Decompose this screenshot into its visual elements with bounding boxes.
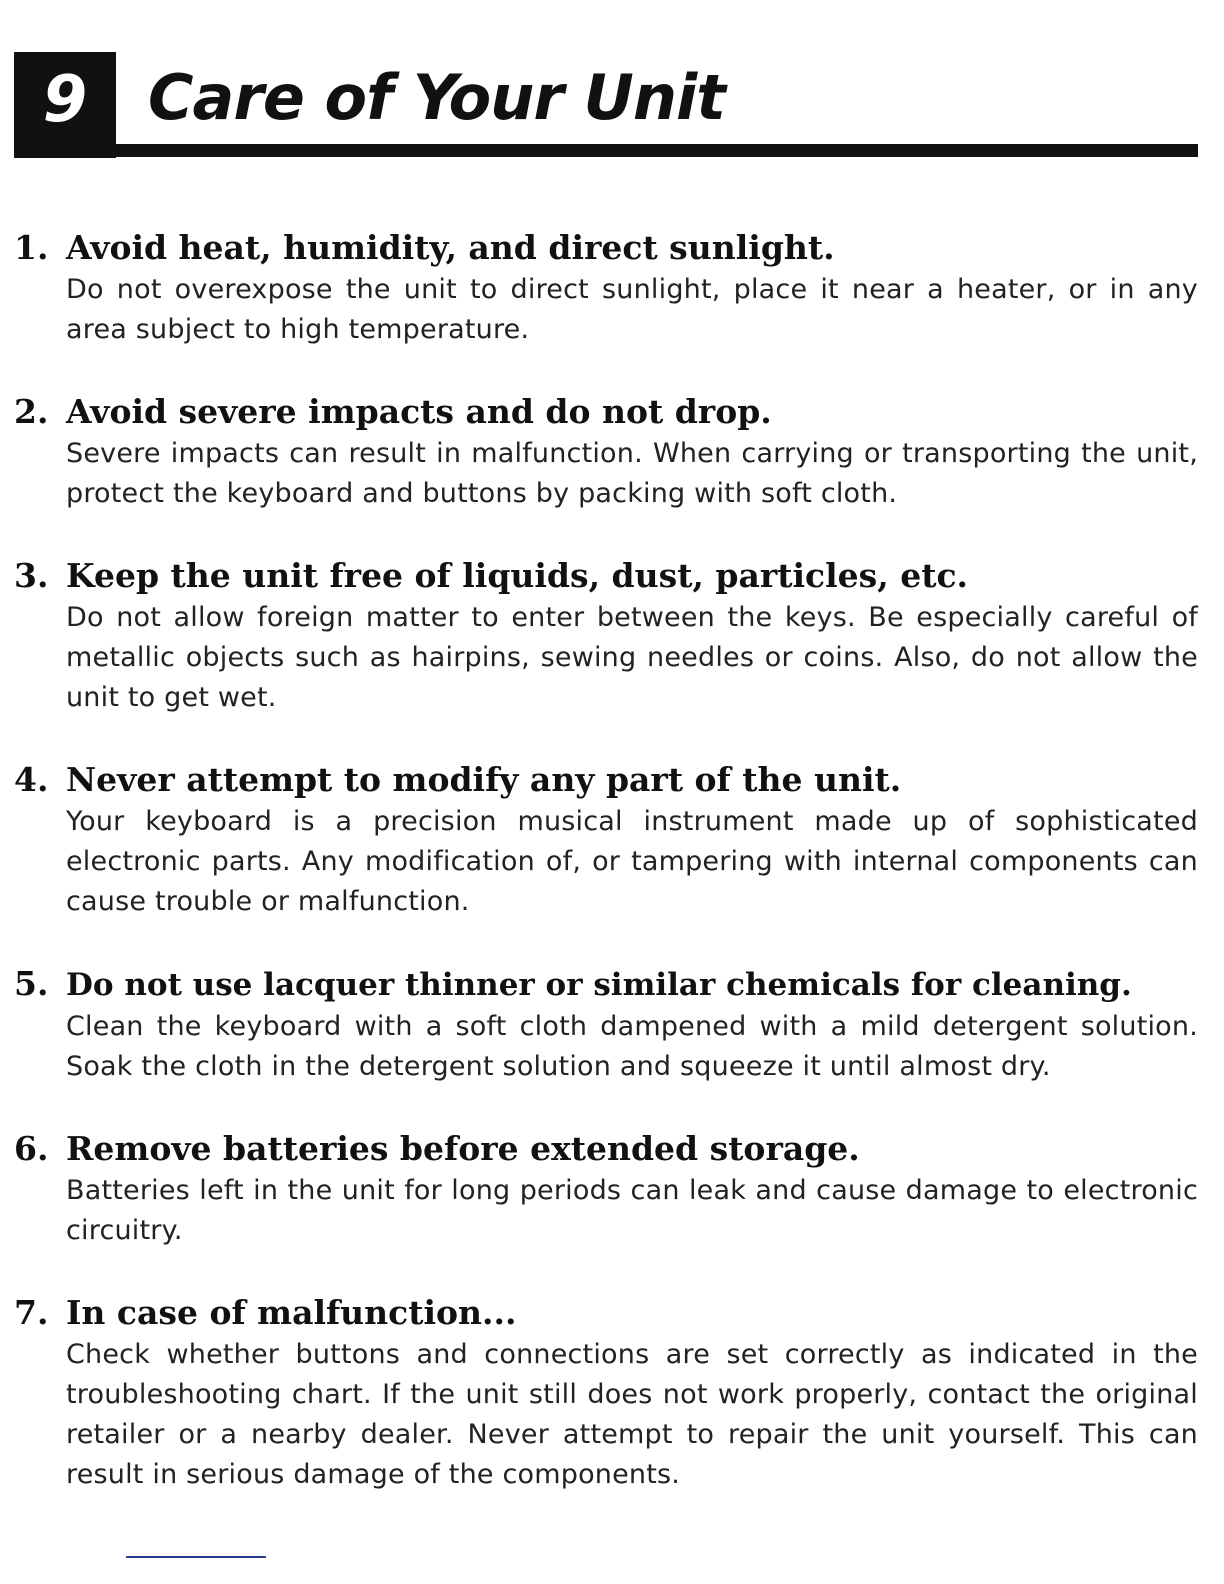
chapter-number-badge: 9 — [14, 52, 116, 158]
item-title: Never attempt to modify any part of the unit. — [66, 760, 902, 799]
item-heading — [14, 758, 1198, 802]
title-divider — [14, 144, 1198, 157]
list-item — [14, 390, 1198, 514]
page-title: Care of Your Unit — [148, 61, 725, 134]
item-body: Your keyboard is a precision musical instrument made up of sophisticated electronic parts. Any modification of, or tampering with internal components can cause trouble or malfunction. — [66, 806, 1198, 917]
list-item — [14, 554, 1198, 718]
item-heading — [14, 390, 1198, 434]
item-heading — [14, 962, 1198, 1007]
item-heading — [14, 1291, 1198, 1335]
item-number: 7. — [14, 1293, 49, 1332]
list-item — [14, 962, 1198, 1087]
item-title: Keep the unit free of liquids, dust, particles, etc. — [66, 556, 969, 595]
item-body: Severe impacts can result in malfunction. When carrying or transporting the unit, protect the keyboard and buttons by packing with soft cloth. — [66, 438, 1198, 509]
item-body: Clean the keyboard with a soft cloth dampened with a mild detergent solution. Soak the cloth in the detergent solution and squeeze it until almost dry. — [66, 1011, 1198, 1082]
item-number: 3. — [14, 556, 49, 595]
care-instructions-list — [14, 226, 1198, 1535]
item-number: 2. — [14, 392, 49, 431]
item-title: Remove batteries before extended storage. — [66, 1129, 860, 1168]
item-heading — [14, 554, 1198, 598]
footer-divider — [126, 1556, 266, 1558]
item-number: 6. — [14, 1129, 49, 1168]
list-item — [14, 758, 1198, 922]
list-item — [14, 226, 1198, 350]
item-title: In case of malfunction... — [66, 1293, 517, 1332]
item-number: 5. — [14, 964, 49, 1003]
item-title: Do not use lacquer thinner or similar chemicals for cleaning. — [66, 967, 1132, 1003]
list-item — [14, 1291, 1198, 1495]
item-body: Do not allow foreign matter to enter between the keys. Be especially careful of metallic objects such as hairpins, sewing needles or coins. Also, do not allow the unit to get wet. — [66, 602, 1198, 713]
item-number: 4. — [14, 760, 49, 799]
item-title: Avoid heat, humidity, and direct sunlight. — [66, 228, 835, 267]
item-number: 1. — [14, 228, 49, 267]
item-title: Avoid severe impacts and do not drop. — [66, 392, 772, 431]
item-heading — [14, 1127, 1198, 1171]
item-body: Do not overexpose the unit to direct sunlight, place it near a heater, or in any area subject to high temperature. — [66, 274, 1198, 345]
chapter-header — [14, 52, 1198, 158]
item-heading — [14, 226, 1198, 270]
list-item — [14, 1127, 1198, 1251]
item-body: Check whether buttons and connections are set correctly as indicated in the troubleshooting chart. If the unit still does not work properly, contact the original retailer or a nearby dealer. Never attempt to repair the unit yourself. This can result in serious damage of the components. — [66, 1339, 1198, 1490]
item-body: Batteries left in the unit for long periods can leak and cause damage to electronic circuitry. — [66, 1175, 1198, 1246]
